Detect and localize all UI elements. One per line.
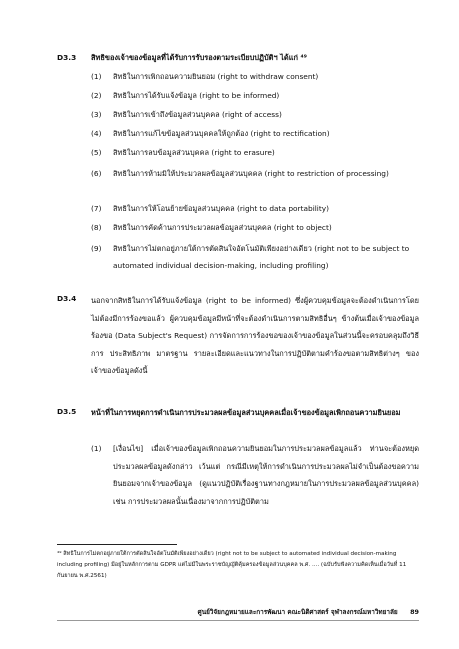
footnote-divider xyxy=(57,544,177,545)
footnote: ⁴⁹ สิทธิในการไม่ตกอยู่ภายใต้การตัดสินใจอัตโนมัติเพียงอย่างเดียว (right not to be subject to automated individual decision-making including profiling) มีอยู่ในหลักการตาม GDPR แต่ไม่มีในพระราชบัญญัติคุ้มครองข้อมูลส่วนบุคคล พ.ศ. .... (ฉบับรับฟังความคิดเห็นเมื่อวันที่ 11 กันยายน พ.ศ.2561) xyxy=(57,551,407,579)
list-item xyxy=(91,165,419,202)
list-item-number: (4) xyxy=(91,129,102,138)
list-item-number: (7) xyxy=(91,204,102,213)
list-item xyxy=(91,240,419,277)
list-item xyxy=(91,108,419,127)
duties-list xyxy=(91,440,419,510)
list-item-text: สิทธิในการลบข้อมูลส่วนบุคคล (right to erasure) xyxy=(113,148,275,157)
list-item-number: (1) xyxy=(91,72,102,81)
footer-divider xyxy=(57,620,419,621)
list-item-text: สิทธิในการเข้าถึงข้อมูลส่วนบุคคล (right of access) xyxy=(113,110,282,119)
list-item-number: (2) xyxy=(91,91,102,100)
list-item xyxy=(91,146,419,165)
footer-text: ศูนย์วิจัยกฎหมายและการพัฒนา คณะนิติศาสตร์ จุฬาลงกรณ์มหาวิทยาลัย xyxy=(197,608,398,616)
list-item-text: สิทธิในการเพิกถอนความยินยอม (right to withdraw consent) xyxy=(113,72,319,81)
rights-list xyxy=(91,70,419,277)
list-item-text: [เงื่อนไข] เมื่อเจ้าของข้อมูลเพิกถอนความยินยอมในการประมวลผลข้อมูลแล้ว ท่านจะต้องหยุดประมวลผลข้อมูลดังกล่าว เว้นแต่ กรณีมีเหตุให้การดำเนินการประมวลผลไม่จำเป็นต้องขอความยินยอมจากเจ้าของข้อมูล (ดูแนวปฏิบัติเรื่องฐานทางกฎหมายในการประมวลผลข้อมูลส่วนบุคคล) เช่น การประมวลผลนั้นเนื่องมาจากการปฏิบัติตาม xyxy=(113,444,419,506)
section-number: D3.4 xyxy=(57,294,77,303)
list-item xyxy=(91,89,419,108)
section-body: นอกจากสิทธิในการได้รับแจ้งข้อมูล (right to be informed) ซึ่งผู้ควบคุมข้อมูลจะต้องดำเนินการโดยไม่ต้องมีการร้องขอแล้ว ผู้ควบคุมข้อมูลมีหน้าที่จะต้องดำเนินการตามสิทธิอื่นๆ ข้างต้นเมื่อเจ้าของข้อมูลร้องขอ (Data Subject's Request) การจัดการการร้องขอของเจ้าของข้อมูลในส่วนนี้จะครอบคลุมถึงวิธีการ ประสิทธิภาพ มาตรฐาน รายละเอียดและแนวทางในการปฏิบัติตามคำร้องขอตามสิทธิต่างๆ ของเจ้าของข้อมูลดังนี้ xyxy=(91,296,419,376)
section-title: สิทธิของเจ้าของข้อมูลที่ได้รับการรับรองตามระเบียบปฏิบัติฯ ได้แก่ ⁴⁹ xyxy=(91,53,307,62)
page-number: 89 xyxy=(410,608,419,616)
list-item-text: สิทธิในการแก้ไขข้อมูลส่วนบุคคลให้ถูกต้อง (right to rectification) xyxy=(113,129,330,138)
list-item-number: (5) xyxy=(91,148,102,157)
list-item xyxy=(91,221,419,240)
list-item-number: (6) xyxy=(91,169,102,178)
section-title: หน้าที่ในการหยุดการดำเนินการประมวลผลข้อมูลส่วนบุคคลเมื่อเจ้าของข้อมูลเพิกถอนความยินยอม xyxy=(91,408,401,417)
list-item xyxy=(91,70,419,89)
section-number: D3.3 xyxy=(57,53,77,62)
list-item xyxy=(91,202,419,221)
list-item xyxy=(91,127,419,146)
list-item-text: สิทธิในการคัดค้านการประมวลผลข้อมูลส่วนบุคคล (right to object) xyxy=(113,223,332,232)
list-item-text: สิทธิในการได้รับแจ้งข้อมูล (right to be informed) xyxy=(113,91,280,100)
list-item-text: สิทธิในการไม่ตกอยู่ภายใต้การตัดสินใจอัตโนมัติเพียงอย่างเดียว (right not to be subject to automated individual decision-making, including profiling) xyxy=(113,244,410,270)
list-item xyxy=(91,440,419,510)
list-item-number: (3) xyxy=(91,110,102,119)
section-number: D3.5 xyxy=(57,407,77,416)
list-item-text: สิทธิในการให้โอนย้ายข้อมูลส่วนบุคคล (right to data portability) xyxy=(113,204,330,213)
list-item-number: (1) xyxy=(91,444,102,453)
list-item-number: (8) xyxy=(91,223,102,232)
page-footer xyxy=(160,607,419,617)
list-item-text: สิทธิในการห้ามมิให้ประมวลผลข้อมูลส่วนบุคคล (right to restriction of processing) xyxy=(113,169,389,178)
list-item-number: (9) xyxy=(91,244,102,253)
